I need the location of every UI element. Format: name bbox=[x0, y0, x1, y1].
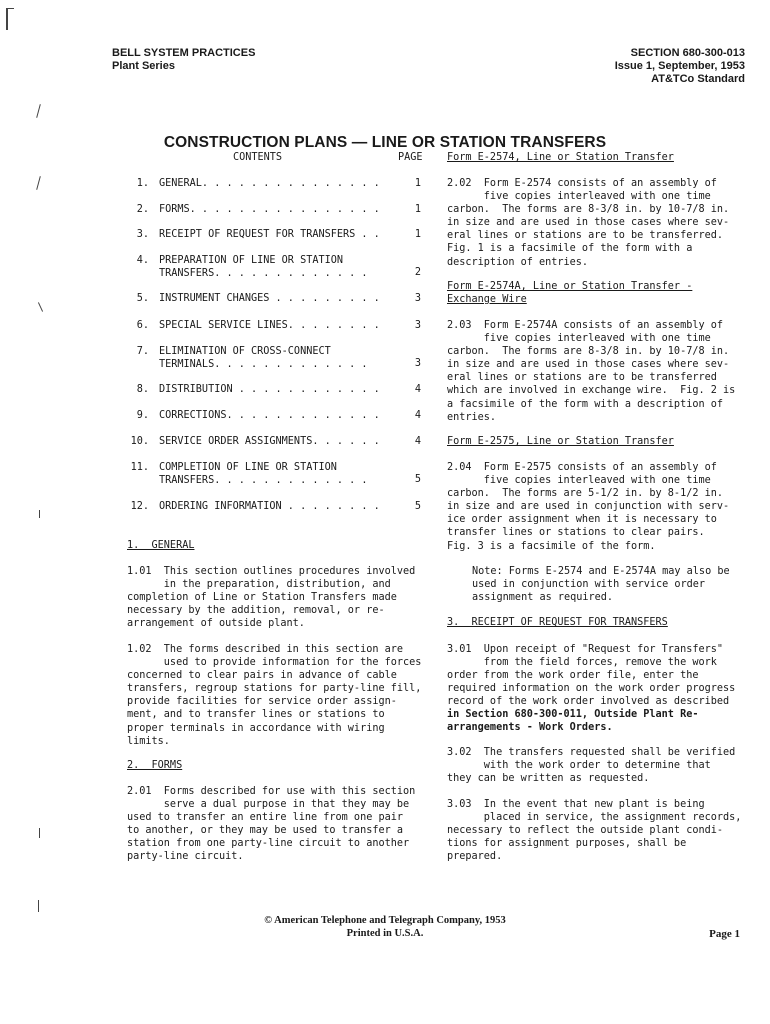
toc-number: 6. bbox=[136, 320, 149, 331]
toc-page: 3 bbox=[414, 358, 421, 369]
toc-entry bbox=[127, 203, 427, 217]
paragraph-3-03: 3.03 In the event that new plant is being placed in service, the assignment records, necessary to reflect the outside plant condi- tions for assignment purposes, shall be prepared. bbox=[447, 799, 742, 863]
header-publication: BELL SYSTEM PRACTICES bbox=[112, 47, 256, 59]
toc-number: 1. bbox=[136, 178, 149, 189]
toc-title: INSTRUMENT CHANGES . . . . . . . . . bbox=[159, 293, 380, 304]
scan-mark bbox=[36, 176, 41, 190]
toc-title: FORMS. . . . . . . . . . . . . . . . bbox=[159, 204, 380, 215]
note: Note: Forms E-2574 and E-2574A may also be used in conjunction with service order assignment as required. bbox=[472, 566, 730, 604]
contents-label: CONTENTS bbox=[233, 152, 283, 163]
header-standard: AT&TCo Standard bbox=[651, 73, 745, 85]
toc-title: COMPLETION OF LINE OR STATION TRANSFERS. . . . . . . . . . . . . bbox=[159, 462, 368, 487]
page-number: Page 1 bbox=[709, 928, 740, 940]
toc-number: 5. bbox=[136, 293, 149, 304]
paragraph-3-02: 3.02 The transfers requested shall be verified with the work order to determine that they can be written as requested. bbox=[447, 747, 736, 785]
toc-page: 4 bbox=[414, 436, 421, 447]
header-issue: Issue 1, September, 1953 bbox=[614, 60, 745, 72]
toc-page: 5 bbox=[414, 501, 421, 512]
toc-title: ORDERING INFORMATION . . . . . . . . bbox=[159, 501, 380, 512]
section-2-heading: 2. FORMS bbox=[127, 760, 183, 771]
toc-entry bbox=[127, 228, 427, 242]
toc-number: 8. bbox=[136, 384, 149, 395]
scan-mark bbox=[38, 900, 39, 912]
toc-number: 2. bbox=[136, 204, 149, 215]
toc-page: 5 bbox=[414, 474, 421, 485]
toc-entry bbox=[127, 435, 427, 449]
footer bbox=[0, 914, 770, 940]
paragraph-3-01-reference: in Section 680-300-011, Outside Plant Re- arrangements - Work Orders. bbox=[447, 709, 699, 734]
header-right bbox=[615, 47, 745, 86]
toc-title: CORRECTIONS. . . . . . . . . . . . . bbox=[159, 410, 380, 421]
toc-page: 3 bbox=[414, 293, 421, 304]
toc-entry bbox=[127, 383, 427, 397]
section-1-heading: 1. GENERAL bbox=[127, 540, 195, 551]
toc-title: GENERAL. . . . . . . . . . . . . . . bbox=[159, 178, 380, 189]
paragraph-3-01: 3.01 Upon receipt of "Request for Transfers" from the field forces, remove the work order from the work order file, enter the required information on the work order progress record of the work order involved as described bbox=[447, 644, 736, 708]
contents-page-label: PAGE bbox=[398, 152, 423, 163]
toc-title: SPECIAL SERVICE LINES. . . . . . . . bbox=[159, 320, 380, 331]
form-e2574a-heading: Form E-2574A, Line or Station Transfer - Exchange Wire bbox=[447, 281, 693, 306]
toc-number: 4. bbox=[136, 255, 149, 266]
toc-page: 1 bbox=[414, 178, 421, 189]
paragraph-2-03: 2.03 Form E-2574A consists of an assembly of five copies interleaved with one time carbon. The forms are 8-3/8 in. by 10-7/8 in. in size and are used in those cases where sev- eral lines or stations are to be transferred which are involved in exchange wire. Fig. 2 is a facsimile of the form with a description of entries. bbox=[447, 320, 736, 423]
toc-page: 2 bbox=[414, 267, 421, 278]
paragraph-1-01: 1.01 This section outlines procedures involved in the preparation, distribution, and completion of Line or Station Transfers made necessary by the addition, removal, or re- arrangement of outside plant. bbox=[127, 566, 416, 630]
toc-title: DISTRIBUTION . . . . . . . . . . . . bbox=[159, 384, 380, 395]
toc-entry bbox=[127, 409, 427, 423]
toc-page: 3 bbox=[414, 320, 421, 331]
paragraph-2-04: 2.04 Form E-2575 consists of an assembly of five copies interleaved with one time carbon. The forms are 5-1/2 in. by 8-1/2 in. in size and are used in conjunction with serv- ice order assignment when it is necessary to transfer lines or stations to clear pairs. Fig. 3 is a facsimile of the form. bbox=[447, 462, 730, 552]
printed-in: Printed in U.S.A. bbox=[346, 928, 424, 939]
toc-title: PREPARATION OF LINE OR STATION TRANSFERS. . . . . . . . . . . . . bbox=[159, 255, 368, 280]
scan-mark bbox=[6, 8, 14, 9]
toc-title: RECEIPT OF REQUEST FOR TRANSFERS . . bbox=[159, 229, 380, 240]
document-title: CONSTRUCTION PLANS — LINE OR STATION TRANSFERS bbox=[163, 134, 607, 151]
toc-number: 10. bbox=[130, 436, 149, 447]
toc-entry bbox=[127, 500, 427, 514]
toc-page: 1 bbox=[414, 204, 421, 215]
toc-entry bbox=[127, 345, 427, 373]
paragraph-1-02: 1.02 The forms described in this section are used to provide information for the forces concerned to clear pairs in advance of cable transfers, regroup stations for party-line fill, provide facilities for service order assign- ment, and to transfer lines or stations to proper terminals in accordance with wiring limits. bbox=[127, 644, 422, 747]
toc-number: 9. bbox=[136, 410, 149, 421]
toc-entry bbox=[127, 177, 427, 191]
scan-mark bbox=[36, 104, 41, 118]
paragraph-2-02: 2.02 Form E-2574 consists of an assembly of five copies interleaved with one time carbon. The forms are 8-3/8 in. by 10-7/8 in. in size and are used in those cases where sev- eral lines or stations are to be transferred. Fig. 1 is a facsimile of the form with a description of entries. bbox=[447, 178, 730, 268]
toc-number: 7. bbox=[136, 346, 149, 357]
toc-number: 3. bbox=[136, 229, 149, 240]
toc-page: 4 bbox=[414, 410, 421, 421]
scan-mark bbox=[39, 510, 40, 518]
toc-title: ELIMINATION OF CROSS-CONNECT TERMINALS. . . . . . . . . . . . . bbox=[159, 346, 368, 371]
header-section: SECTION 680-300-013 bbox=[630, 47, 745, 59]
paragraph-2-01: 2.01 Forms described for use with this section serve a dual purpose in that they may be used to transfer an entire line from one pair to another, or they may be used to transfer a station from one party-line circuit to another party-line circuit. bbox=[127, 786, 416, 863]
header-series: Plant Series bbox=[112, 60, 175, 72]
toc-number: 11. bbox=[130, 462, 149, 473]
toc-entry bbox=[127, 319, 427, 333]
toc-entry bbox=[127, 254, 427, 282]
copyright: © American Telephone and Telegraph Company, 1953 bbox=[264, 915, 506, 926]
toc-title: SERVICE ORDER ASSIGNMENTS. . . . . . bbox=[159, 436, 380, 447]
section-3-heading: 3. RECEIPT OF REQUEST FOR TRANSFERS bbox=[447, 617, 668, 628]
form-e2575-heading: Form E-2575, Line or Station Transfer bbox=[447, 436, 674, 447]
toc-page: 1 bbox=[414, 229, 421, 240]
toc-entry bbox=[127, 461, 427, 489]
scan-mark bbox=[38, 302, 43, 311]
toc-number: 12. bbox=[130, 501, 149, 512]
scan-mark bbox=[6, 8, 8, 30]
toc-entry bbox=[127, 292, 427, 306]
header-left bbox=[112, 47, 255, 73]
toc-page: 4 bbox=[414, 384, 421, 395]
scan-mark bbox=[39, 828, 40, 838]
form-e2574-heading: Form E-2574, Line or Station Transfer bbox=[447, 152, 674, 163]
